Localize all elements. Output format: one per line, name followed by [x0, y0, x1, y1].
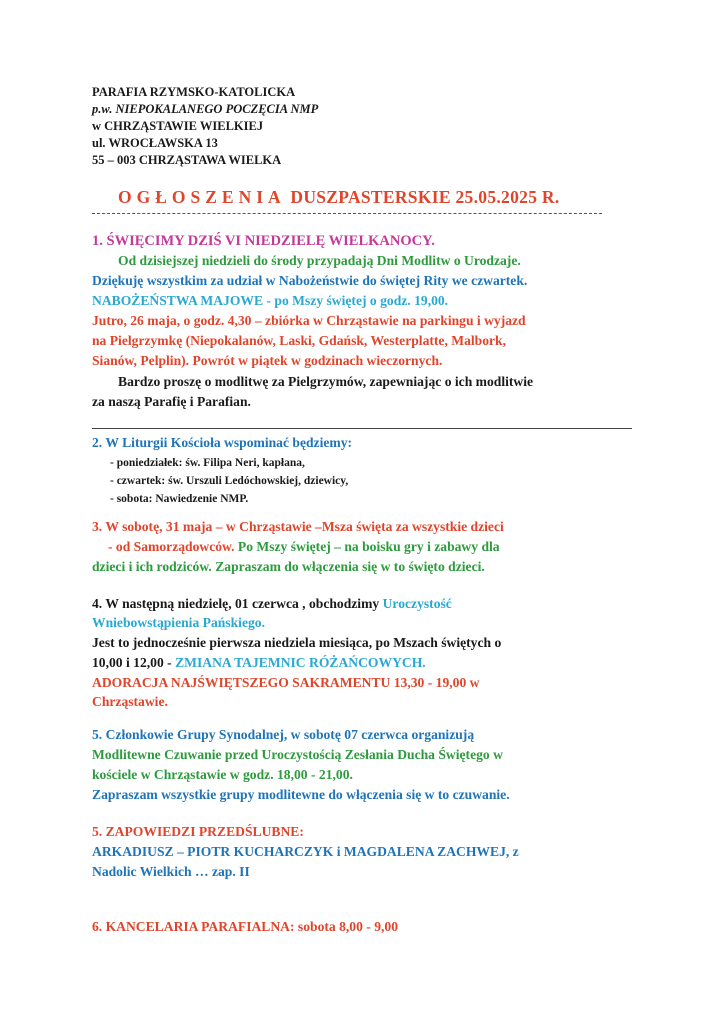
section2-heading: 2. W Liturgii Kościoła wspominać będziemy: — [92, 435, 353, 450]
section4-feast: Uroczystość — [382, 596, 452, 611]
section6-line: ARKADIUSZ – PIOTR KUCHARCZYK i MAGDALENA ZACHWEJ, z — [92, 844, 519, 859]
section3-line: dzieci i ich rodziców. Zapraszam do włączenia się w to święto dzieci. — [92, 559, 485, 574]
dashed-divider — [92, 213, 602, 214]
section-divider — [92, 428, 632, 429]
section3-sponsor: - od Samorządowców. — [108, 539, 235, 554]
section5-line: Modlitewne Czuwanie przed Uroczystością Zesłania Ducha Świętego w — [92, 747, 503, 762]
section5-line: Zapraszam wszystkie grupy modlitewne do włączenia się w to czuwanie. — [92, 787, 510, 802]
section4-times: 10,00 i 12,00 - — [92, 655, 176, 670]
section1-line: NABOŻEŃSTWA MAJOWE - po Mszy świętej o godz. 19,00. — [92, 293, 449, 308]
section7-heading: 6. KANCELARIA PARAFIALNA: sobota 8,00 - 9,00 — [92, 919, 398, 934]
section1-line: Od dzisiejszej niedzieli do środy przypadają Dni Modlitw o Urodzaje. — [118, 253, 521, 268]
section4-line — [92, 654, 426, 672]
section1-line: na Pielgrzymkę (Niepokalanów, Laski, Gdańsk, Westerplatte, Malbork, — [92, 333, 506, 348]
section5-line: 5. Członkowie Grupy Synodalnej, w sobotę 07 czerwca organizują — [92, 727, 475, 742]
section4-intro: 4. W następną niedzielę, 01 czerwca , obchodzimy — [92, 596, 383, 611]
list-item: - czwartek: św. Urszuli Ledóchowskiej, dziewicy, — [110, 475, 349, 487]
section1-line: za naszą Parafię i Parafian. — [92, 394, 251, 409]
section1-line: Jutro, 26 maja, o godz. 4,30 – zbiórka w Chrząstawie na parkingu i wyjazd — [92, 313, 526, 328]
title-rest: DUSZPASTERSKIE 25.05.2025 R. — [290, 187, 560, 207]
section1-line: Dziękuję wszystkim za udział w Nabożeństwie do świętej Rity we czwartek. — [92, 273, 528, 288]
parish-name: PARAFIA RZYMSKO-KATOLICKA — [92, 85, 296, 99]
parish-town: w CHRZĄSTAWIE WIELKIEJ — [92, 119, 264, 133]
section4-rosary: ZMIANA TAJEMNIC RÓŻAŃCOWYCH. — [175, 655, 426, 670]
list-item: - sobota: Nawiedzenie NMP. — [110, 493, 249, 505]
parish-header — [92, 84, 318, 169]
page-title — [118, 187, 560, 208]
section6-line: Nadolic Wielkich … zap. II — [92, 864, 250, 879]
section1-heading: 1. ŚWIĘCIMY DZIŚ VI NIEDZIELĘ WIELKANOCY. — [92, 233, 435, 249]
section4-line: ADORACJA NAJŚWIĘTSZEGO SAKRAMENTU 13,30 - 19,00 w — [92, 675, 480, 690]
section3-line: 3. W sobotę, 31 maja – w Chrząstawie –Msza święta za wszystkie dzieci — [92, 519, 504, 534]
parish-dedication: p.w. NIEPOKALANEGO POCZĘCIA NMP — [92, 102, 319, 116]
section4-line: Wniebowstąpienia Pańskiego. — [92, 615, 265, 630]
list-item: - poniedziałek: św. Filipa Neri, kapłana, — [110, 457, 305, 469]
section1-line: Sianów, Pelplin). Powrót w piątek w godzinach wieczornych. — [92, 353, 443, 368]
section4-line: Jest to jednocześnie pierwsza niedziela miesiąca, po Mszach świętych o — [92, 635, 502, 650]
section3-games: Po Mszy świętej – na boisku gry i zabawy dla — [234, 539, 500, 554]
parish-street: ul. WROCŁAWSKA 13 — [92, 136, 218, 150]
section4-line — [92, 595, 452, 613]
title-word: OGŁOSZENIA — [118, 187, 286, 207]
section4-line: Chrząstawie. — [92, 694, 168, 709]
section5-line: kościele w Chrząstawie w godz. 18,00 - 21,00. — [92, 767, 353, 782]
section3-line — [108, 538, 500, 556]
section6-heading: 5. ZAPOWIEDZI PRZEDŚLUBNE: — [92, 824, 304, 839]
parish-postcode: 55 – 003 CHRZĄSTAWA WIELKA — [92, 153, 282, 167]
section1-line: Bardzo proszę o modlitwę za Pielgrzymów, zapewniając o ich modlitwie — [118, 374, 534, 389]
